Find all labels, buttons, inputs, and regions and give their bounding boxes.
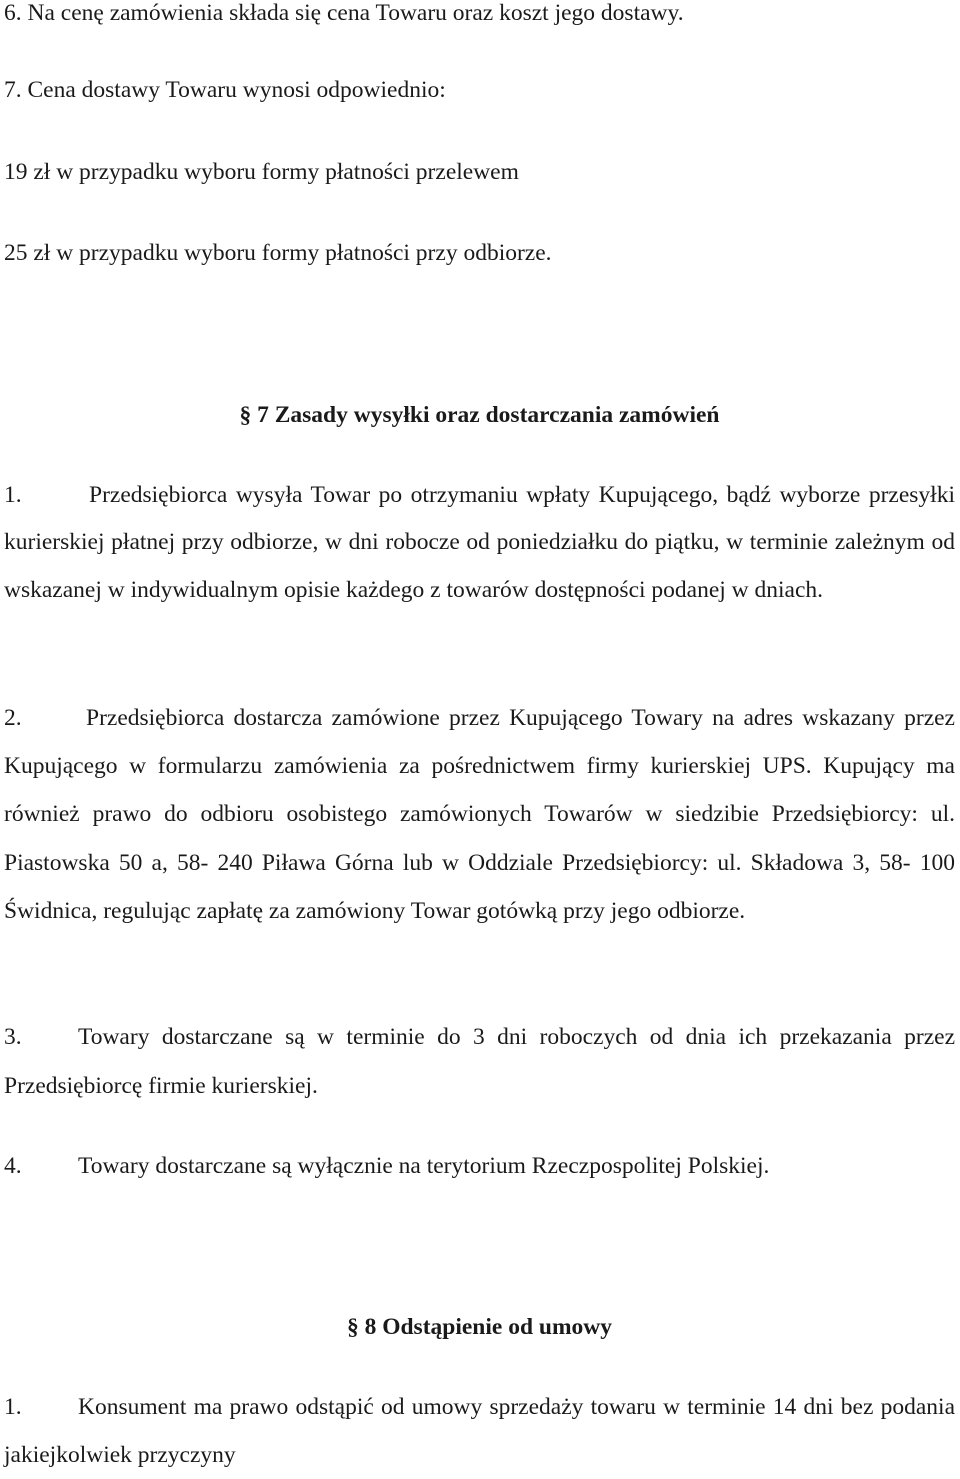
paragraph-number: 1. — [4, 1394, 22, 1420]
intro-line-7: 7. Cena dostawy Towaru wynosi odpowiednio: — [4, 77, 446, 103]
section-7-paragraph-1 — [4, 472, 955, 614]
section-7-paragraph-3 — [4, 1013, 955, 1110]
section-7-paragraph-2 — [4, 694, 955, 935]
section-8-paragraph-1 — [4, 1383, 955, 1479]
paragraph-text: Konsument ma prawo odstąpić od umowy sprzedaży towaru w terminie 14 dni bez podania jakiejkolwiek przyczyny — [4, 1394, 955, 1469]
paragraph-text: Towary dostarczane są wyłącznie na terytorium Rzeczpospolitej Polskiej. — [78, 1153, 770, 1179]
section-8-heading: § 8 Odstąpienie od umowy — [346, 1314, 613, 1340]
intro-line-6: 6. Na cenę zamówienia składa się cena Towaru oraz koszt jego dostawy. — [4, 0, 684, 26]
delivery-price-cod: 25 zł w przypadku wyboru formy płatności przy odbiorze. — [4, 240, 552, 266]
paragraph-text: Przedsiębiorca wysyła Towar po otrzymaniu wpłaty Kupującego, bądź wyborze przesyłki kurierskiej płatnej przy odbiorze, w dni robocze od poniedziałku do piątku, w terminie zależnym od wskazanej w indywidualnym opisie każdego z towarów dostępności podanej w dniach. — [4, 482, 955, 603]
section-7-heading: § 7 Zasady wysyłki oraz dostarczania zamówień — [239, 402, 720, 428]
section-7-paragraph-4 — [4, 1142, 955, 1190]
paragraph-number: 4. — [4, 1153, 22, 1179]
paragraph-text: Przedsiębiorca dostarcza zamówione przez Kupującego Towary na adres wskazany przez Kupującego w formularzu zamówienia za pośrednictwem firmy kurierskiej UPS. Kupujący ma również prawo do odbioru osobistego zamówionych Towarów w siedzibie Przedsiębiorcy: ul. Piastowska 50 a, 58- 240 Piława Górna lub w Oddziale Przedsiębiorcy: ul. Składowa 3, 58- 100 Świdnica, regulując zapłatę za zamówiony Towar gotówką przy jego odbiorze. — [4, 705, 955, 924]
paragraph-number: 1. — [4, 482, 22, 508]
paragraph-number: 2. — [4, 705, 22, 731]
paragraph-number: 3. — [4, 1024, 22, 1050]
delivery-price-transfer: 19 zł w przypadku wyboru formy płatności przelewem — [4, 159, 519, 185]
paragraph-text: Towary dostarczane są w terminie do 3 dni roboczych od dnia ich przekazania przez Przedsiębiorcę firmie kurierskiej. — [4, 1024, 955, 1099]
